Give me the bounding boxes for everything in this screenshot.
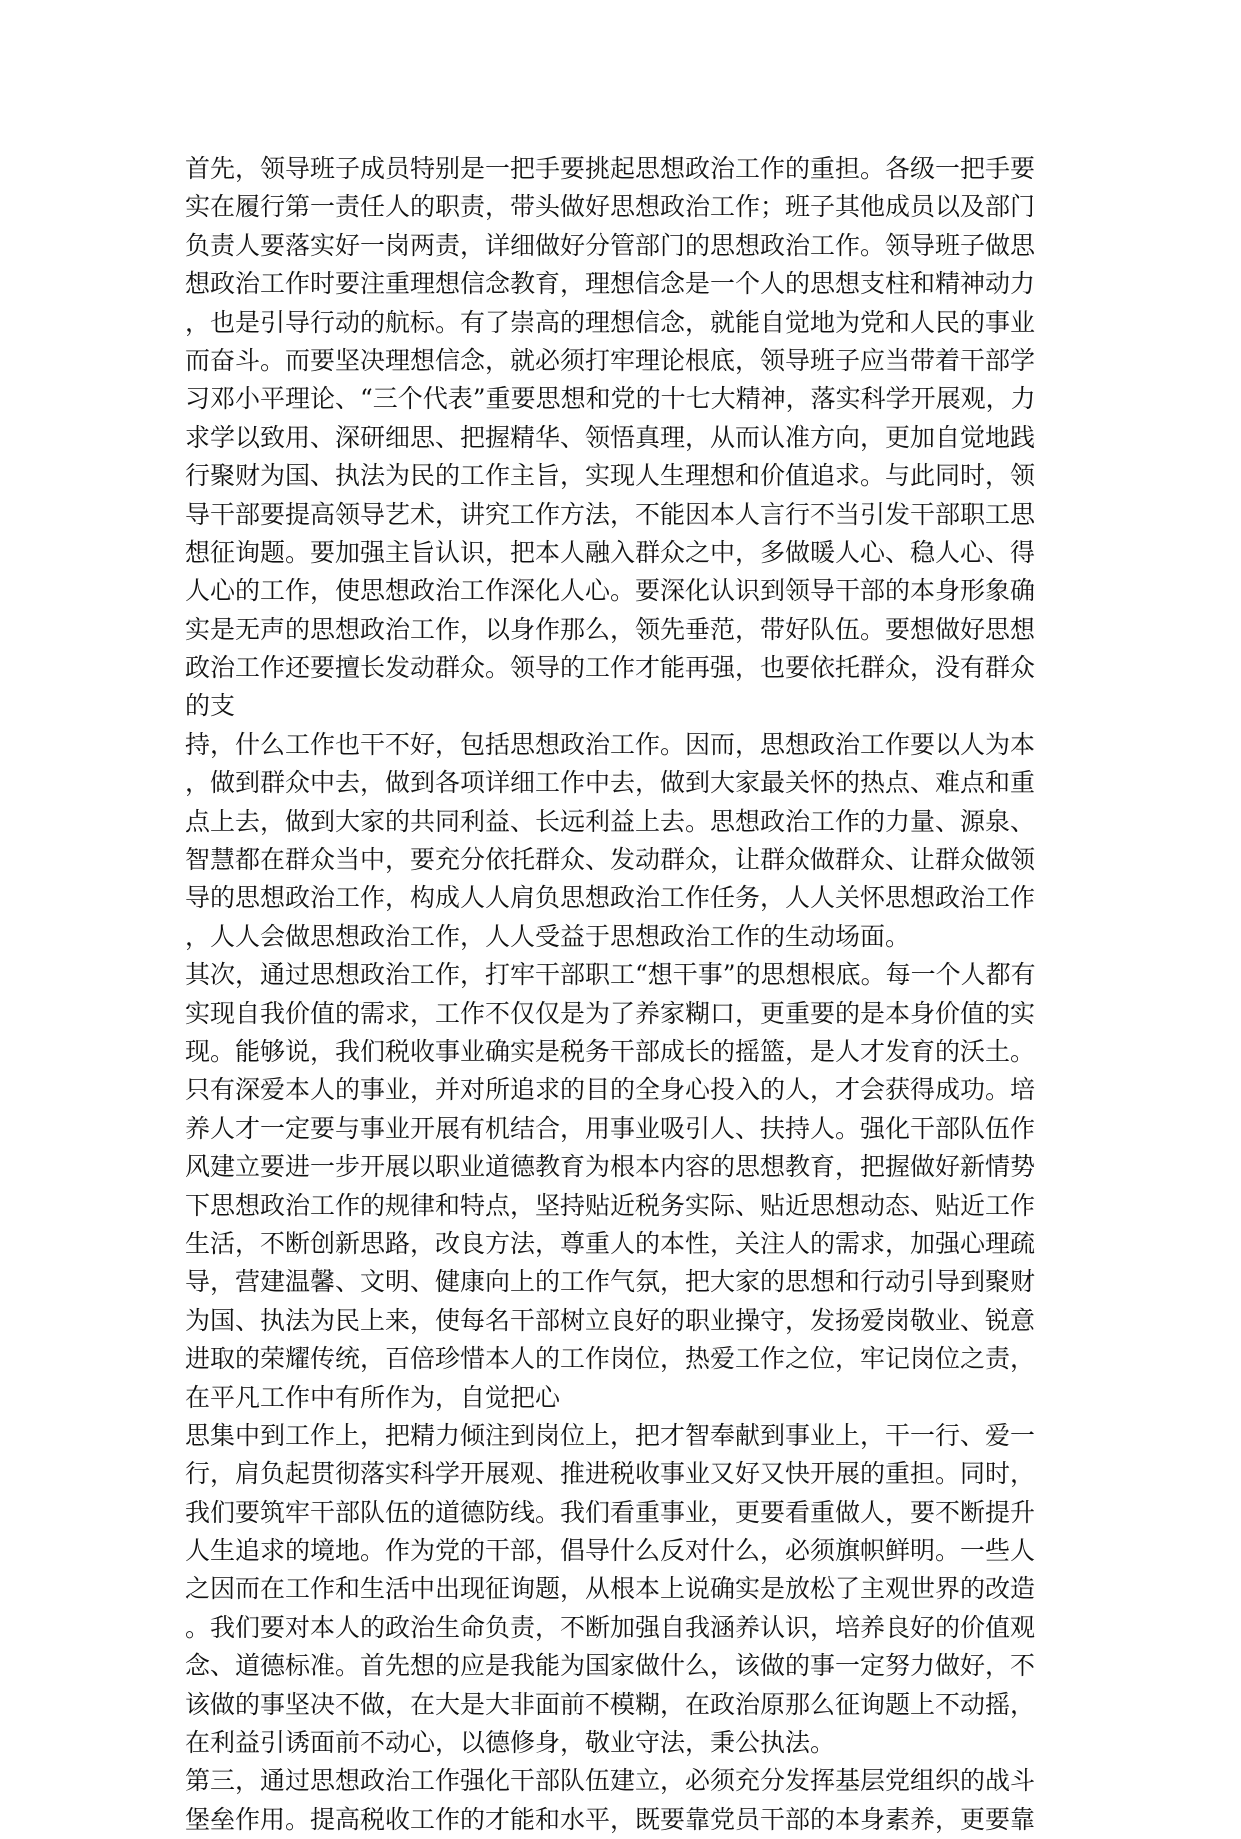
text-line: ，人人会做思想政治工作，人人受益于思想政治工作的生动场面。 xyxy=(185,921,911,951)
text-line: 人生追求的境地。作为党的干部，倡导什么反对什么，必须旗帜鲜明。一些人 xyxy=(185,1536,1036,1566)
text-line: 导干部要提高领导艺术，讲究工作方法，不能因本人言行不当引发干部职工思 xyxy=(185,499,1036,529)
body-text xyxy=(185,150,1055,1839)
text-line: 在利益引诱面前不动心，以德修身，敬业守法，秉公执法。 xyxy=(185,1728,836,1758)
text-line: 导，营建温馨、文明、健康向上的工作气氛，把大家的思想和行动引导到聚财 xyxy=(185,1267,1036,1297)
text-line: 之因而在工作和生活中出现征询题，从根本上说确实是放松了主观世界的改造 xyxy=(185,1574,1036,1604)
text-line: 政治工作还要擅长发动群众。领导的工作才能再强，也要依托群众，没有群众 xyxy=(185,653,1036,683)
text-line: ，也是引导行动的航标。有了崇高的理想信念，就能自觉地为党和人民的事业 xyxy=(185,307,1036,337)
text-line: 智慧都在群众当中，要充分依托群众、发动群众，让群众做群众、让群众做领 xyxy=(185,845,1036,875)
text-line: 只有深爱本人的事业，并对所追求的目的全身心投入的人，才会获得成功。培 xyxy=(185,1075,1036,1105)
text-line: 行聚财为国、执法为民的工作主旨，实现人生理想和价值追求。与此同时，领 xyxy=(185,461,1036,491)
text-line: 思集中到工作上，把精力倾注到岗位上，把才智奉献到事业上，干一行、爱一 xyxy=(185,1420,1036,1450)
text-line: 实在履行第一责任人的职责，带头做好思想政治工作；班子其他成员以及部门 xyxy=(185,192,1036,222)
text-line: 为国、执法为民上来，使每名干部树立良好的职业操守，发扬爱岗敬业、锐意 xyxy=(185,1305,1036,1335)
text-line: 风建立要进一步开展以职业道德教育为根本内容的思想教育，把握做好新情势 xyxy=(185,1152,1036,1182)
text-line: 该做的事坚决不做，在大是大非面前不模糊，在政治原那么征询题上不动摇， xyxy=(185,1689,1036,1719)
text-line: 求学以致用、深研细思、把握精华、领悟真理，从而认准方向，更加自觉地践 xyxy=(185,422,1036,452)
text-line: 点上去，做到大家的共同利益、长远利益上去。思想政治工作的力量、源泉、 xyxy=(185,806,1036,836)
text-line: 而奋斗。而要坚决理想信念，就必须打牢理论根底，领导班子应当带着干部学 xyxy=(185,345,1036,375)
text-line: 其次，通过思想政治工作，打牢干部职工“想干事”的思想根底。每一个人都有 xyxy=(185,960,1036,990)
text-line: 现。能够说，我们税收事业确实是税务干部成长的摇篮，是人才发育的沃土。 xyxy=(185,1036,1036,1066)
text-line: 行，肩负起贯彻落实科学开展观、推进税收事业又好又快开展的重担。同时， xyxy=(185,1459,1036,1489)
text-line: 想征询题。要加强主旨认识，把本人融入群众之中，多做暖人心、稳人心、得 xyxy=(185,537,1036,567)
text-line: 实现自我价值的需求，工作不仅仅是为了养家糊口，更重要的是本身价值的实 xyxy=(185,998,1036,1028)
text-line: 导的思想政治工作，构成人人肩负思想政治工作任务，人人关怀思想政治工作 xyxy=(185,883,1036,913)
text-line: 进取的荣耀传统，百倍珍惜本人的工作岗位，热爱工作之位，牢记岗位之责， xyxy=(185,1344,1036,1374)
text-line: 负责人要落实好一岗两责，详细做好分管部门的思想政治工作。领导班子做思 xyxy=(185,230,1036,260)
text-line: 实是无声的思想政治工作，以身作那么，领先垂范，带好队伍。要想做好思想 xyxy=(185,614,1036,644)
text-line: 首先，领导班子成员特别是一把手要挑起思想政治工作的重担。各级一把手要 xyxy=(185,154,1036,183)
text-line: 下思想政治工作的规律和特点，坚持贴近税务实际、贴近思想动态、贴近工作 xyxy=(185,1190,1036,1220)
text-line: 持，什么工作也干不好，包括思想政治工作。因而，思想政治工作要以人为本 xyxy=(185,729,1036,759)
text-line: 堡垒作用。提高税收工作的才能和水平，既要靠党员干部的本身素养，更要靠 xyxy=(185,1804,1036,1834)
text-line: 。我们要对本人的政治生命负责，不断加强自我涵养认识，培养良好的价值观 xyxy=(185,1612,1036,1642)
text-line: 在平凡工作中有所作为，自觉把心 xyxy=(185,1382,561,1412)
text-line: 生活，不断创新思路，改良方法，尊重人的本性，关注人的需求，加强心理疏 xyxy=(185,1228,1036,1258)
text-line: 养人才一定要与事业开展有机结合，用事业吸引人、扶持人。强化干部队伍作 xyxy=(185,1113,1036,1143)
text-line: 想政治工作时要注重理想信念教育，理想信念是一个人的思想支柱和精神动力 xyxy=(185,269,1036,299)
text-line: 念、道德标准。首先想的应是我能为国家做什么，该做的事一定努力做好，不 xyxy=(185,1651,1036,1681)
text-line: 第三，通过思想政治工作强化干部队伍建立，必须充分发挥基层党组织的战斗 xyxy=(185,1766,1036,1796)
text-line: 人心的工作，使思想政治工作深化人心。要深化认识到领导干部的本身形象确 xyxy=(185,576,1036,606)
text-line: ，做到群众中去，做到各项详细工作中去，做到大家最关怀的热点、难点和重 xyxy=(185,768,1036,798)
text-line: 习邓小平理论、“三个代表”重要思想和党的十七大精神，落实科学开展观，力 xyxy=(185,384,1036,414)
text-line: 我们要筑牢干部队伍的道德防线。我们看重事业，更要看重做人，要不断提升 xyxy=(185,1497,1036,1527)
text-line: 的支 xyxy=(185,691,236,721)
